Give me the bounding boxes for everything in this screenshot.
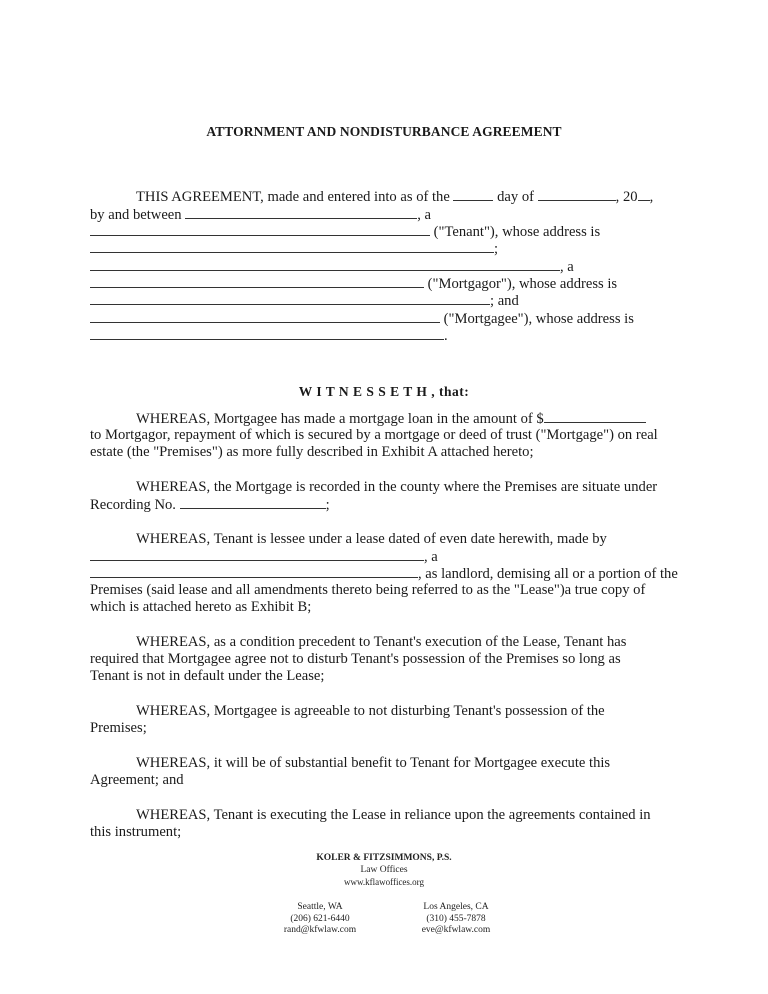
intro-line-4: ; (90, 240, 498, 258)
recital-6-line-2: Agreement; and (90, 772, 184, 788)
recital-5-line-2: Premises; (90, 720, 147, 736)
recital-3-line-4: Premises (said lease and all amendments thereto being referred to as the "Lease")a true copy of (90, 582, 646, 598)
recital-3-line-1: WHEREAS, Tenant is lessee under a lease dated of even date herewith, made by (136, 531, 607, 547)
firm-subtitle: Law Offices (360, 865, 408, 875)
mortgagor-address-blank[interactable] (90, 292, 490, 305)
office-los-angeles (376, 902, 536, 937)
recital-3-line-3: , as landlord, demising all or a portion of the (90, 565, 678, 583)
month-blank[interactable] (538, 188, 616, 201)
loan-amount-blank[interactable] (544, 410, 646, 423)
landlord-type-blank[interactable] (90, 565, 418, 578)
firm-name: KOLER & FITZSIMMONS, P.S. (316, 853, 452, 863)
office-city: Seattle, WA (297, 902, 343, 912)
mortgagor-name-blank[interactable] (90, 258, 560, 271)
office-email: eve@kfwlaw.com (421, 925, 491, 935)
office-phone: (310) 455-7878 (426, 913, 486, 924)
intro-line-2: by and between , a (90, 207, 432, 223)
recital-1-line-3: estate (the "Premises") as more fully described in Exhibit A attached hereto; (90, 444, 534, 460)
recital-4-line-1: WHEREAS, as a condition precedent to Tenant's execution of the Lease, Tenant has (136, 634, 627, 650)
recital-2-line-2: Recording No. ; (90, 497, 330, 513)
recital-2-line-1: WHEREAS, the Mortgage is recorded in the county where the Premises are situate under (136, 479, 658, 495)
tenant-blank[interactable] (90, 223, 430, 236)
recording-number-blank[interactable] (180, 496, 326, 509)
mortgagor-blank[interactable] (90, 275, 424, 288)
recital-7-line-2: this instrument; (90, 824, 182, 840)
landlord-name-blank[interactable] (90, 548, 424, 561)
year-blank[interactable] (638, 188, 650, 201)
recital-1-line-2: to Mortgagor, repayment of which is secured by a mortgage or deed of trust ("Mortgage") on real (90, 427, 658, 443)
witnesseth-heading: W I T N E S S E T H , that: (298, 384, 470, 399)
office-email: rand@kfwlaw.com (283, 925, 357, 935)
office-city: Los Angeles, CA (423, 902, 489, 912)
intro-line-5: , a (90, 258, 574, 276)
mortgagee-blank[interactable] (90, 310, 440, 323)
recital-3-line-2: , a (90, 548, 438, 566)
intro-line-6: ("Mortgagor"), whose address is (90, 275, 617, 293)
firm-website: www.kflawoffices.org (343, 877, 425, 887)
intro-line-7: ; and (90, 292, 519, 310)
document-title: ATTORNMENT AND NONDISTURBANCE AGREEMENT (206, 124, 562, 139)
recital-4-line-2: required that Mortgagee agree not to disturb Tenant's possession of the Premises so long as (90, 651, 621, 667)
office-phone: (206) 621-6440 (290, 913, 350, 924)
mortgagee-address-blank[interactable] (90, 327, 444, 340)
party-name-blank[interactable] (185, 206, 417, 219)
recital-1-line-1: WHEREAS, Mortgagee has made a mortgage loan in the amount of $ (136, 410, 646, 428)
intro-line-9: . (90, 327, 448, 345)
intro-line-1: THIS AGREEMENT, made and entered into as of the day of , 20 , (136, 189, 654, 205)
intro-line-8: ("Mortgagee"), whose address is (90, 310, 634, 328)
recital-6-line-1: WHEREAS, it will be of substantial benefit to Tenant for Mortgagee execute this (136, 755, 611, 771)
tenant-address-blank[interactable] (90, 240, 494, 253)
recital-3-line-5: which is attached hereto as Exhibit B; (90, 599, 312, 615)
intro-line-3: ("Tenant"), whose address is (90, 223, 600, 241)
recital-7-line-1: WHEREAS, Tenant is executing the Lease in reliance upon the agreements contained in (136, 807, 651, 823)
recital-5-line-1: WHEREAS, Mortgagee is agreeable to not disturbing Tenant's possession of the (136, 703, 605, 719)
day-blank[interactable] (453, 188, 493, 201)
recital-4-line-3: Tenant is not in default under the Lease; (90, 668, 325, 684)
